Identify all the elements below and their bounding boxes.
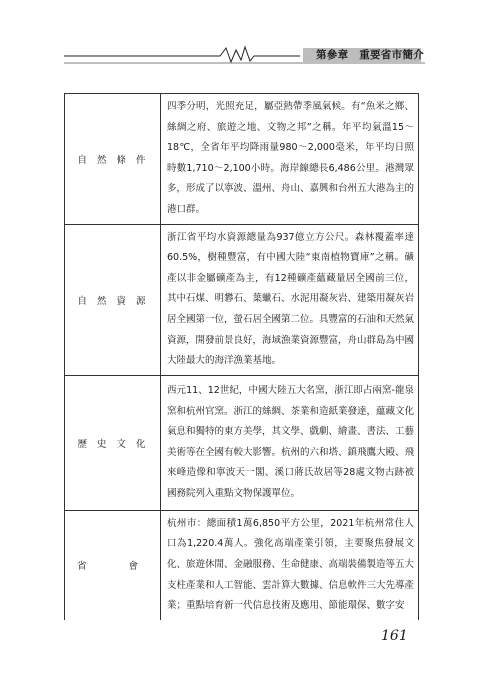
running-header (0, 44, 480, 64)
row-label-natural-resources: 自然資源 (65, 224, 161, 375)
row-content-natural-resources: 浙江省平均水資源總量為937億立方公尺。森林覆蓋率達60.5%，樹種豐富，有中國大陸“東南植物寶庫”之稱。礦產以非金屬礦產為主，有12種礦產蘊藏量居全國前三位，其中石煤、明礬石、葉蠟石、水泥用凝灰岩、建築用凝灰岩居全國第一位，螢石居全國第二位。具豐富的石油和天然氣資源，開發前景良好，海域漁業資源豐富，舟山群島為中國大陸最大的海洋漁業基地。 (161, 224, 419, 375)
row-content-history-culture: 西元11、12世紀，中國大陸五大名窯，浙江即占兩窯-龍泉窯和杭州官窯。浙江的絲綢、茶業和造紙業發達，蘊藏文化氣息和獨特的東方美學，其文學、戲劇、繪畫、書法、工藝美術等在全國有較大影響。杭州的六和塔、鎮飛鷹大殿、飛來峰造像和寧波天一閣、溪口蔣氏故居等28處文物古跡被國務院列入重點文物保護單位。 (161, 375, 419, 510)
province-info-table (64, 93, 419, 620)
table-row (65, 94, 419, 225)
table-row (65, 224, 419, 375)
row-label-capital (65, 510, 161, 619)
row-label-natural-conditions: 自然條件 (65, 94, 161, 225)
table-row (65, 510, 419, 619)
row-label-capital-left: 省 (77, 561, 97, 573)
row-label-history-culture: 歷史文化 (65, 375, 161, 510)
row-content-natural-conditions: 四季分明，光照充足，屬亞熱帶季風氣候。有“魚米之鄉、絲綢之府、旅遊之地、文物之邦”之稱。年平均氣溫15～18℃，全省年平均降雨量980～2,000毫米，年平均日照時數1,710～2,100小時。海岸線總長6,486公里。港灣眾多，形成了以寧波、溫州、舟山、嘉興和台州五大港為主的港口群。 (161, 94, 419, 225)
row-content-capital: 杭州市：總面積1萬6,850平方公里，2021年杭州常住人口為1,220.4萬人。強化高端產業引領，主要聚焦發展文化、旅遊休閒、金融服務、生命健康、高端裝備製造等五大支柱產業和人工智能、雲計算大數據、信息軟件三大先導產業；重點培育新一代信息技術及應用、節能環保、數字安 (161, 510, 419, 619)
chapter-title: 第參章 重要省市簡介 (316, 49, 424, 61)
page-number: 161 (381, 628, 408, 644)
table-row (65, 375, 419, 510)
row-label-capital-right: 會 (128, 561, 148, 573)
